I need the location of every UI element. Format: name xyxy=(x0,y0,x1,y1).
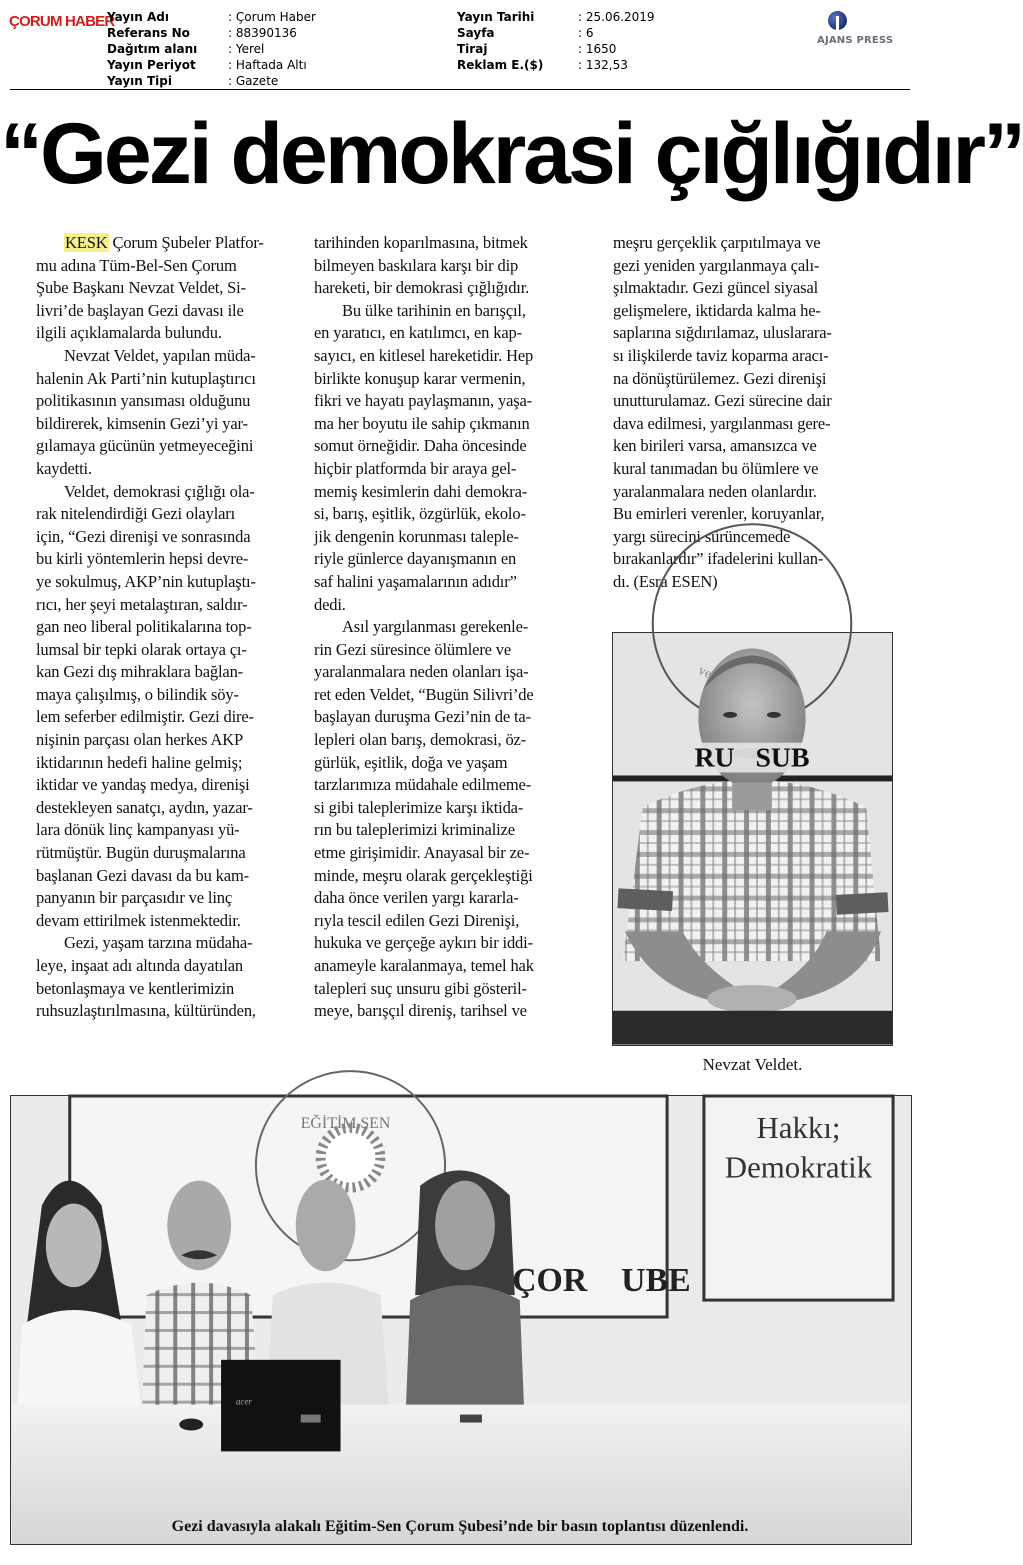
meta-right xyxy=(457,9,777,73)
article-line-text: iktidar ve yandaş medya, direnişi xyxy=(36,775,250,795)
article-line-text: mu adına Tüm-Bel-Sen Çorum xyxy=(36,255,237,275)
mouse xyxy=(179,1419,203,1431)
phone xyxy=(301,1415,321,1423)
article-line-text: gelişmelere, iktidarda kalma he- xyxy=(613,300,821,320)
article-line xyxy=(36,639,310,662)
article-line xyxy=(36,706,310,729)
article-line xyxy=(314,910,596,933)
article-line xyxy=(36,842,310,865)
article-line xyxy=(314,616,596,639)
article-line xyxy=(36,594,310,617)
article-line xyxy=(613,481,903,504)
article-line xyxy=(314,865,596,888)
article-line-text: tarzlarımıza müdahale edilmeme- xyxy=(314,775,532,795)
meta-label: Reklam E.($) xyxy=(457,58,544,72)
article-line-text: rın bu taleplerimizi kriminalize xyxy=(314,820,515,840)
article-line xyxy=(36,277,310,300)
meta-label: Yayın Tipi xyxy=(107,74,172,88)
article-line-text: lepleri olan barış, demokrasi, öz- xyxy=(314,730,527,750)
meta-row-dagitim-alani xyxy=(107,41,437,57)
banner-seal-text: EĞİTİM SEN xyxy=(300,1114,391,1132)
article-line-text: dı. (Esra ESEN) xyxy=(613,571,718,591)
article-line xyxy=(613,232,903,255)
meta-value: : Yerel xyxy=(228,42,265,56)
article-line-text: talepleri suç unsuru gibi gösteril- xyxy=(314,978,527,998)
backdrop-text: RU SUB xyxy=(694,742,810,774)
article-line-text: kural tanımadan bu ölümlere ve xyxy=(613,458,819,478)
highlighted-word: KESK xyxy=(65,233,108,252)
article-line xyxy=(36,548,310,571)
article-line xyxy=(613,571,903,594)
headline xyxy=(0,92,1023,217)
article-line-text: dedi. xyxy=(314,594,346,614)
article-line-text: lem seferber edilmiştir. Gezi dire- xyxy=(36,707,254,727)
article-line-text: kaydetti. xyxy=(36,458,92,478)
article-line-text: meşru gerçeklik çarpıtılmaya ve xyxy=(613,233,821,252)
article-line-text: Bu ülke tarihinin en barışçıl, xyxy=(342,300,526,320)
article-line xyxy=(613,503,903,526)
article-line-text: fikri ve hayatı paylaşmanın, yaşa- xyxy=(314,391,533,411)
article-line xyxy=(36,819,310,842)
article-line-text: birlikte konuşup karar vermenin, xyxy=(314,368,526,388)
article-line-text: somut örneğidir. Daha öncesinde xyxy=(314,436,527,456)
phone xyxy=(460,1415,482,1423)
meta-row-sayfa xyxy=(457,25,777,41)
group-photo-caption-text: Gezi davasıyla alakalı Eğitim-Sen Çorum Şubesi’nde bir basın toplantısı düzenlendi. xyxy=(171,1518,749,1535)
article-line-text: Gezi, yaşam tarzına müdaha- xyxy=(64,933,253,953)
article-line xyxy=(314,639,596,662)
article-line-text: sayıcı, en kitlesel hareketidir. Hep xyxy=(314,345,534,365)
article-line xyxy=(314,300,596,323)
meta-row-yayin-tipi xyxy=(107,73,437,89)
article-line xyxy=(36,345,310,368)
article-line-text: daha önce verilen yargı kararla- xyxy=(314,888,519,908)
article-line xyxy=(314,255,596,278)
article-line xyxy=(36,481,310,504)
banner-text: ÇOR UBE xyxy=(512,1262,691,1300)
sign-line-1: Hakkı; xyxy=(756,1110,841,1145)
article-line-text: lara dönük linç kampanyası yü- xyxy=(36,820,240,840)
article-line xyxy=(36,661,310,684)
article-line xyxy=(314,277,596,300)
article-line-text: ret eden Veldet, “Bugün Silivri’de xyxy=(314,684,534,704)
sign-line-2: Demokratik xyxy=(724,1150,873,1185)
article-line xyxy=(36,390,310,413)
article-line-text: yargı sürecini sürüncemede xyxy=(613,526,791,546)
ajans-press-text: AJANS PRESS xyxy=(817,35,894,46)
article-line-text: bilmeyen baskılara karşı bir dip xyxy=(314,255,519,275)
article-line xyxy=(36,526,310,549)
article-line-text: rıcı, her şeyi metalaştıran, saldır- xyxy=(36,594,248,614)
article-line xyxy=(314,1000,596,1023)
meta-label: Yayın Adı xyxy=(107,10,169,24)
article-line-text: ruhsuzlaştırılmasına, kültüründen, xyxy=(36,1001,256,1021)
article-line-text: hiçbir platformda bir araya gel- xyxy=(314,458,517,478)
article-line xyxy=(314,435,596,458)
article-line xyxy=(36,955,310,978)
article-line xyxy=(314,774,596,797)
article-line xyxy=(613,255,903,278)
seal-text: ve xyxy=(695,663,714,683)
article-line xyxy=(314,661,596,684)
article-line xyxy=(613,526,903,549)
article-line xyxy=(36,571,310,594)
meta-label: Sayfa xyxy=(457,26,495,40)
article-line xyxy=(36,978,310,1001)
article-line-text: si, barış, eşitlik, özgürlük, ekolo- xyxy=(314,504,526,524)
meta-row-referans-no xyxy=(107,25,437,41)
meta-row-yayin-adi xyxy=(107,9,437,25)
article-line-text: iktidarının hedefi haline gelmiş; xyxy=(36,752,243,772)
meta-left xyxy=(107,9,437,89)
meta-value: : 88390136 xyxy=(228,26,297,40)
article-line xyxy=(613,322,903,345)
article-line-text: bildirerek, kimsenin Gezi’yi yar- xyxy=(36,413,248,433)
article-line-text: gezi yeniden yargılanmaya çalı- xyxy=(613,255,820,275)
portrait-photo xyxy=(612,632,893,1046)
article-line-text: jik dengenin korunması taleple- xyxy=(314,526,519,546)
article-line-text: destekleyen sanatçı, aydın, yazar- xyxy=(36,797,253,817)
article-line-text: unutturulamaz. Gezi sürecine dair xyxy=(613,391,832,411)
ajans-press-logo xyxy=(812,8,912,50)
article-line xyxy=(314,684,596,707)
article-line-text: maya çalışılmış, o bilindik söy- xyxy=(36,684,239,704)
article-line xyxy=(613,300,903,323)
article-line xyxy=(314,797,596,820)
article-line-text: livri’de başlayan Gezi davası ile xyxy=(36,300,244,320)
corum-haber-logo: ÇORUM HABER xyxy=(9,13,115,30)
article-line-text: ye sokulmuş, AKP’nin kutuplaştı- xyxy=(36,571,256,591)
article-line-text: sı ilişkilerde taviz koparma aracı- xyxy=(613,345,829,365)
article-line-text: memiş kesimlerin dahi demokra- xyxy=(314,481,528,501)
article-line xyxy=(36,255,310,278)
article-line-text: Çorum Şubeler Platfor- xyxy=(108,233,264,252)
article-line xyxy=(36,684,310,707)
article-line xyxy=(36,368,310,391)
article-line-text: gan neo liberal politikalarına top- xyxy=(36,617,252,637)
article-line xyxy=(36,774,310,797)
article-line-text: politikasının yansıması olduğunu xyxy=(36,391,251,411)
meta-label: Referans No xyxy=(107,26,190,40)
article-line xyxy=(36,1000,310,1023)
article-line xyxy=(613,435,903,458)
article-line xyxy=(613,413,903,436)
article-line-text: si gibi taleplerimize karşı iktida- xyxy=(314,797,524,817)
meta-row-yayin-periyot xyxy=(107,57,437,73)
article-line-text: yaralanmalara neden olanlardır. xyxy=(613,481,817,501)
article-line-text: başlanan Gezi davası da bu kam- xyxy=(36,865,249,885)
article-line xyxy=(613,345,903,368)
article-line xyxy=(36,503,310,526)
article-line xyxy=(314,232,596,255)
article-line-text: gürlük, eşitlik, doğa ve yaşam xyxy=(314,752,508,772)
article-line-text: yaralanmalara neden olanları işa- xyxy=(314,662,529,682)
article-line xyxy=(36,232,310,255)
article-line-text: saf halini yaşamalarının adıdır” xyxy=(314,571,517,591)
article-line-text: şılmaktadır. Gezi güncel siyasal xyxy=(613,278,819,298)
meta-value: : 132,53 xyxy=(578,58,628,72)
article-line xyxy=(314,526,596,549)
article-line xyxy=(36,752,310,775)
article-line-text: bu kirli yöntemlerin hepsi devre- xyxy=(36,549,249,569)
article-line xyxy=(314,345,596,368)
article-line-text: hareketi, bir demokrasi çığlığıdır. xyxy=(314,278,530,298)
article-line xyxy=(314,594,596,617)
article-line-text: Veldet, demokrasi çığlığı ola- xyxy=(64,481,255,501)
article-line xyxy=(314,819,596,842)
article-line-text: meye, barışçıl direniş, tarihsel ve xyxy=(314,1001,527,1021)
article-line-text: gılamaya gücünün yetmeyeceğini xyxy=(36,436,254,456)
article-line xyxy=(314,390,596,413)
header-divider xyxy=(10,89,910,90)
article-line-text: betonlaşmaya ve kentlerimizin xyxy=(36,978,235,998)
article-line xyxy=(314,842,596,865)
article-line xyxy=(36,887,310,910)
article-line xyxy=(613,390,903,413)
meta-row-yayin-tarihi xyxy=(457,9,777,25)
meta-label: Tiraj xyxy=(457,42,488,56)
article-line-text: Bu emirleri verenler, koruyanlar, xyxy=(613,504,825,524)
article-line xyxy=(314,571,596,594)
article-line xyxy=(314,955,596,978)
meta-row-tiraj xyxy=(457,41,777,57)
meta-value: : Gazete xyxy=(228,74,279,88)
meta-value: : Çorum Haber xyxy=(228,10,316,24)
article-line xyxy=(314,322,596,345)
article-line xyxy=(314,481,596,504)
article-line xyxy=(36,458,310,481)
article-line xyxy=(314,368,596,391)
meta-value: : 25.06.2019 xyxy=(578,10,655,24)
laptop-brand: acer xyxy=(236,1396,252,1407)
article-line-text: en yaratıcı, en katılımcı, en kap- xyxy=(314,323,522,343)
article-line-text: rak nitelendirdiği Gezi olayları xyxy=(36,504,236,524)
article-line-text: lumsal bir tepki olarak ortaya çı- xyxy=(36,639,247,659)
article-column-2 xyxy=(314,232,596,1023)
article-line-text: için, “Gezi direnişi ve sonrasında xyxy=(36,526,251,546)
article-line xyxy=(36,413,310,436)
article-line xyxy=(314,548,596,571)
group-photo xyxy=(10,1095,912,1545)
article-line-text: rıyla tescil edilen Gezi Direnişi, xyxy=(314,910,520,930)
meta-value: : Haftada Altı xyxy=(228,58,307,72)
article-line xyxy=(36,865,310,888)
article-line-text: kan Gezi dış mihraklara bağlan- xyxy=(36,662,244,682)
article-line xyxy=(613,368,903,391)
article-line-text: riyle günlerce dayanışmanın en xyxy=(314,549,517,569)
article-line-text: ilgili açıklamalarda bulundu. xyxy=(36,323,222,343)
article-line-text: etme girişimidir. Anayasal bir ze- xyxy=(314,843,530,863)
globe-icon xyxy=(828,11,847,30)
article-line-text: saplarına sığdırılamaz, uluslarara- xyxy=(613,323,832,343)
article-line-text: bırakanlardır” ifadelerini kullan- xyxy=(613,549,824,569)
article-line-text: panyanın bir parçasıdır ve linç xyxy=(36,888,233,908)
article-line xyxy=(314,458,596,481)
meta-label: Yayın Periyot xyxy=(107,58,196,72)
article-line xyxy=(36,797,310,820)
article-line-text: rütmüştür. Bugün duruşmalarına xyxy=(36,843,246,863)
article-line xyxy=(314,932,596,955)
article-column-3 xyxy=(613,232,903,594)
article-line-text: devam ettirilmek istenmektedir. xyxy=(36,910,241,930)
article-line xyxy=(613,458,903,481)
article-line xyxy=(314,978,596,1001)
person-4 xyxy=(405,1170,524,1424)
article-line-text: halenin Ak Parti’nin kutuplaştırıcı xyxy=(36,368,256,388)
article-line xyxy=(36,932,310,955)
meta-label: Yayın Tarihi xyxy=(457,10,535,24)
article-line-text: Şube Başkanı Nevzat Veldet, Si- xyxy=(36,278,246,298)
article-line-text: leye, inşaat adı altında dayatılan xyxy=(36,956,244,975)
article-line xyxy=(36,300,310,323)
article-line xyxy=(36,435,310,458)
article-line-text: başlayan duruşma Gezi’nin de ta- xyxy=(314,707,531,727)
article-column-1 xyxy=(36,232,310,1023)
group-photo-caption xyxy=(0,1518,920,1536)
article-line-text: ken birileri varsa, amansızca ve xyxy=(613,436,817,456)
portrait-illustration xyxy=(613,633,892,1045)
article-line xyxy=(36,616,310,639)
meta-row-reklam xyxy=(457,57,777,73)
article-line-text: ma her boyutu ile sahip çıkmanın xyxy=(314,413,530,433)
headline-text: “Gezi demokrasi çığlığıdır” xyxy=(0,106,1023,202)
meta-label: Dağıtım alanı xyxy=(107,42,198,56)
article-line xyxy=(613,548,903,571)
article-line-text: rin Gezi süresince ölümlere ve xyxy=(314,639,512,659)
article-line-text: Asıl yargılanması gerekenle- xyxy=(342,617,529,637)
article-line-text: dava edilmesi, yargılanması gere- xyxy=(613,413,831,433)
article-line xyxy=(36,322,310,345)
group-illustration xyxy=(11,1096,911,1544)
article-line-text: nişinin parçası olan herkes AKP xyxy=(36,730,244,750)
article-line-text: tarihinden koparılmasına, bitmek xyxy=(314,233,528,252)
article-line-text: Nevzat Veldet, yapılan müda- xyxy=(64,345,256,365)
article-line xyxy=(36,729,310,752)
article-line xyxy=(314,413,596,436)
article-line xyxy=(314,706,596,729)
article-line-text: na dönüştürülemez. Gezi direnişi xyxy=(613,368,827,388)
article-line-text: anameyle karalanmaya, temel hak xyxy=(314,956,534,975)
article-line-text: minde, meşru olarak gerçekleştiği xyxy=(314,865,533,885)
article-line xyxy=(314,887,596,910)
article-line xyxy=(314,503,596,526)
article-line xyxy=(613,277,903,300)
meta-value: : 6 xyxy=(578,26,594,40)
meta-value: : 1650 xyxy=(578,42,617,56)
portrait-caption: Nevzat Veldet. xyxy=(702,1055,803,1074)
article-line xyxy=(36,910,310,933)
article-line xyxy=(314,752,596,775)
article-line-text: hukuka ve gerçeğe aykırı bir iddi- xyxy=(314,933,533,953)
article-line xyxy=(314,729,596,752)
